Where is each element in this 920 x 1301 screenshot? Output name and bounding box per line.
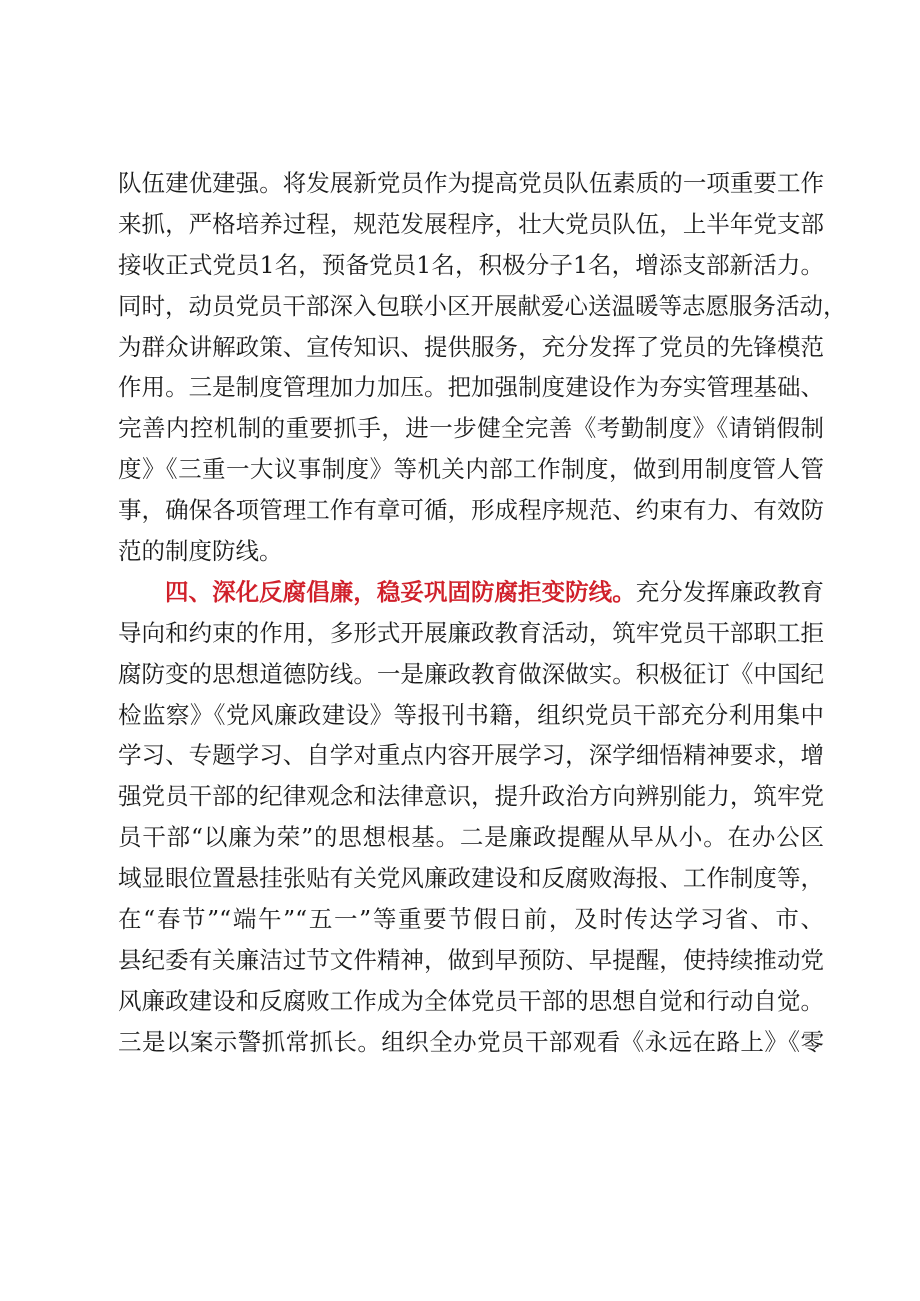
text-line: 为群众讲解政策、宣传知识、提供服务，充分发挥了党员的先锋模范 [118,332,824,361]
text-line: 队伍建优建强。将发展新党员作为提高党员队伍素质的一项重要工作 [118,169,824,197]
text-line: 县纪委有关廉洁过节文件精神，做到早预防、早提醒，使持续推动党 [118,945,824,974]
text-line: 导向和约束的作用，多形式开展廉政教育活动，筑牢党员干部职工拒 [118,618,824,647]
text-line: 事，确保各项管理工作有章可循，形成程序规范、约束有力、有效防 [118,496,824,525]
text-line: 来抓，严格培养过程，规范发展程序，壮大党员队伍，上半年党支部 [118,209,824,238]
text-line: 域显眼位置悬挂张贴有关党风廉政建设和反腐败海报、工作制度等， [118,864,824,893]
text-line: 腐防变的思想道德防线。一是廉政教育做深做实。积极征订《中国纪 [118,659,824,688]
text-line: 员干部“以廉为荣”的思想根基。二是廉政提醒从早从小。在办公区 [118,823,824,852]
text-line: 在“春节”“端午”“五一”等重要节假日前，及时传达学习省、市、 [118,905,824,934]
paragraph-1 [118,163,847,572]
text-line: 接收正式党员1名，预备党员1名，积极分子1名，增添支部新活力。 [118,250,824,279]
text-line: 检监察》《党风廉政建设》等报刊书籍，组织党员干部充分利用集中 [118,700,824,729]
text-line: 强党员干部的纪律观念和法律意识，提升政治方向辨别能力，筑牢党 [118,782,824,811]
text-line: 同时，动员党员干部深入包联小区开展献爱心送温暖等志愿服务活动， [118,291,847,320]
text-line: 三是以案示警抓常抓长。组织全办党员干部观看《永远在路上》《零 [118,1027,824,1056]
text-segment: 充分发挥廉政教育 [635,577,825,606]
text-line: 度》《三重一大议事制度》等机关内部工作制度，做到用制度管人管 [118,455,824,484]
section-heading-line [118,572,824,613]
text-line: 风廉政建设和反腐败工作成为全体党员干部的思想自觉和行动自觉。 [118,986,824,1015]
document-body [118,163,847,1063]
text-line: 作用。三是制度管理加力加压。把加强制度建设作为夯实管理基础、 [118,373,824,402]
section-heading: 四、深化反腐倡廉，稳妥巩固防腐拒变防线。 [165,577,636,606]
paragraph-2 [118,572,824,1063]
text-line: 范的制度防线。 [118,537,283,566]
text-line: 完善内控机制的重要抓手，进一步健全完善《考勤制度》《请销假制 [118,414,824,443]
text-line: 学习、专题学习、自学对重点内容开展学习，深学细悟精神要求，增 [118,741,824,770]
